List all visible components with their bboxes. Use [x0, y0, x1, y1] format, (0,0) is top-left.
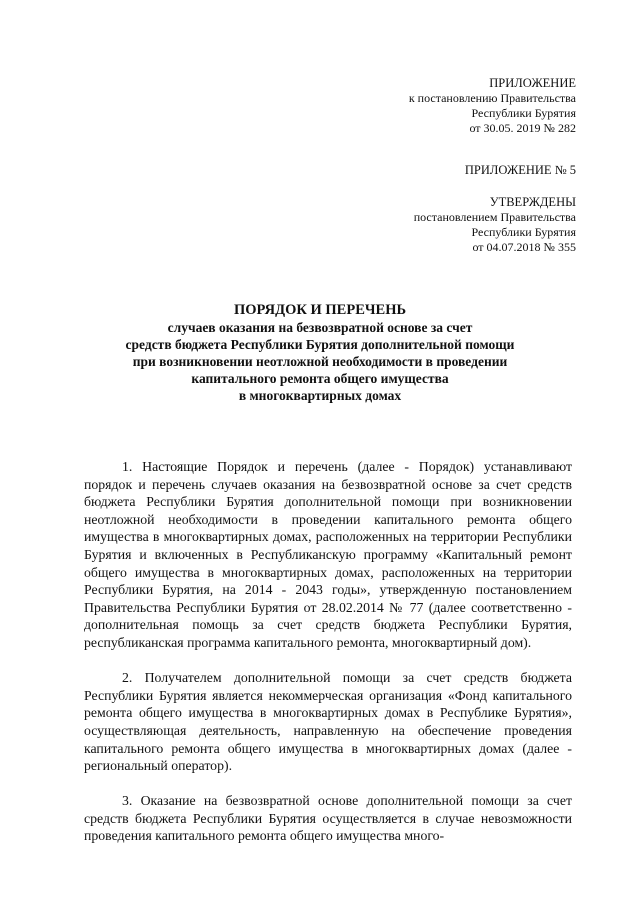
document-subtitle-line: капитального ремонта общего имущества	[191, 371, 449, 386]
approved-line-2: Республики Бурятия	[471, 225, 576, 239]
document-subtitle-line: при возникновении неотложной необходимости в проведении	[132, 354, 508, 369]
appendix-date-number: от 30.05. 2019 № 282	[469, 121, 576, 135]
appendix-header	[409, 76, 576, 136]
approved-date-number: от 04.07.2018 № 355	[472, 240, 576, 254]
document-subtitle-line: случаев оказания на безвозвратной основе за счет	[167, 320, 473, 335]
approved-header	[414, 195, 576, 255]
approved-title: УТВЕРЖДЕНЫ	[489, 195, 576, 209]
document-main-title: ПОРЯДОК И ПЕРЕЧЕНЬ	[233, 302, 407, 318]
document-body	[84, 458, 572, 863]
paragraph-1: 1. Настоящие Порядок и перечень (далее - Порядок) устанавливают порядок и перечень случаев оказания на безвозвратной основе за счет средств бюджета Республики Бурятия дополнительной помощи при возникновении неотложной необходимости в проведении капитального ремонта общего имущества в многоквартирных домах, расположенных на территории Республики Бурятия и включенных в Республиканскую программу «Капитальный ремонт общего имущества в многоквартирных домах, расположенных на территории Республики Бурятия, на 2014 - 2043 годы», утвержденную постановлением Правительства Республики Бурятия от 28.02.2014 № 77 (далее соответственно - дополнительная помощь за счет средств бюджета Республики Бурятия, республиканская программа капитального ремонта, многоквартирный дом).	[84, 459, 572, 650]
appendix-5-header	[465, 163, 576, 178]
paragraph-2: 2. Получателем дополнительной помощи за счет средств бюджета Республики Бурятия является некоммерческая организация «Фонд капитального ремонта общего имущества в многоквартирных домах в Республике Бурятия», осуществляющая деятельность, направленную на обеспечение проведения капитального ремонта общего имущества в многоквартирных домах (далее - региональный оператор).	[84, 670, 572, 774]
document-subtitle-line: в многоквартирных домах	[238, 388, 402, 403]
appendix-5-title: ПРИЛОЖЕНИЕ № 5	[464, 163, 576, 177]
appendix-title: ПРИЛОЖЕНИЕ	[489, 76, 576, 90]
appendix-line-2: Республики Бурятия	[471, 106, 576, 120]
paragraph-3: 3. Оказание на безвозвратной основе дополнительной помощи за счет средств бюджета Республики Бурятия осуществляется в случае невозможности проведения капитального ремонта общего имущества много-	[84, 793, 572, 844]
document-subtitle-line: средств бюджета Республики Бурятия дополнительной помощи	[125, 337, 515, 352]
appendix-line-1: к постановлению Правительства	[408, 91, 576, 105]
document-title	[60, 302, 580, 404]
approved-line-1: постановлением Правительства	[413, 210, 576, 224]
